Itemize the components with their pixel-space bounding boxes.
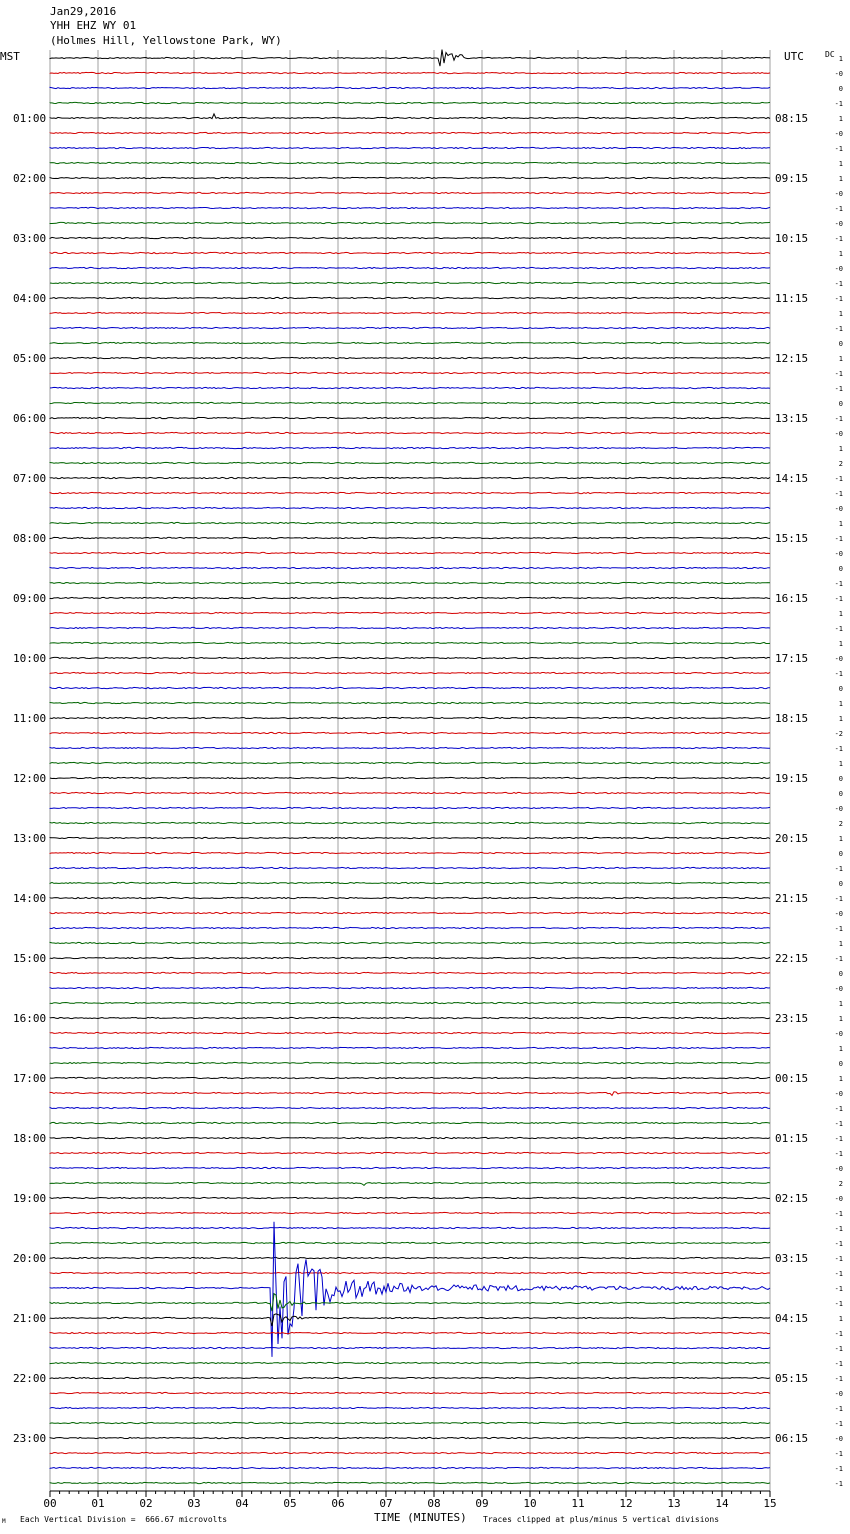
dc-offset-label: -1: [834, 1300, 843, 1308]
dc-offset-label: -1: [834, 1120, 843, 1128]
dc-offset-label: -1: [834, 1480, 843, 1488]
dc-offset-label: 0: [838, 340, 843, 348]
dc-offset-label: -1: [834, 100, 843, 108]
right-time-label: 21:15: [775, 892, 809, 905]
dc-offset-label: 0: [838, 970, 843, 978]
trace-row: [50, 957, 770, 958]
dc-offset-label: -0: [834, 550, 843, 558]
trace-row: [50, 417, 770, 418]
dc-offset-label: -1: [834, 325, 843, 333]
dc-offset-label: 1: [838, 1315, 843, 1323]
dc-offset-label: -1: [834, 475, 843, 483]
dc-offset-label: 1: [838, 940, 843, 948]
dc-offset-label: -1: [834, 1270, 843, 1278]
x-tick-label: 11: [571, 1497, 585, 1510]
trace-row: [50, 807, 770, 808]
dc-offset-label: -1: [834, 1405, 843, 1413]
dc-offset-label: 1: [838, 715, 843, 723]
dc-offset-label: -0: [834, 1030, 843, 1038]
dc-offset-label: -1: [834, 535, 843, 543]
trace-row: [50, 687, 770, 688]
trace-layer: [50, 50, 770, 1484]
right-time-label: 10:15: [775, 232, 809, 245]
dc-offset-label: 1: [838, 700, 843, 708]
dc-offset-label: -0: [834, 1195, 843, 1203]
trace-row: [50, 1392, 770, 1393]
trace-row: [50, 192, 770, 193]
dc-offset-label: 1: [838, 1045, 843, 1053]
trace-row: [50, 207, 770, 208]
trace-row: [50, 867, 770, 868]
trace-row: [50, 357, 770, 358]
dc-offset-label: 0: [838, 880, 843, 888]
dc-offset-label: -1: [834, 1225, 843, 1233]
dc-offset-label: 0: [838, 775, 843, 783]
trace-row: [50, 177, 770, 178]
trace-row: [50, 50, 770, 67]
dc-offset-label: 1: [838, 835, 843, 843]
dc-offset-label: -0: [834, 505, 843, 513]
clip-note: Traces clipped at plus/minus 5 vertical divisions: [483, 1515, 720, 1524]
left-time-label: 04:00: [13, 292, 47, 305]
dc-offset-label: -0: [834, 1090, 843, 1098]
trace-row: [50, 1482, 770, 1483]
dc-offset-label: -1: [834, 925, 843, 933]
x-tick-label: 01: [91, 1497, 105, 1510]
x-tick-label: 00: [43, 1497, 57, 1510]
trace-row: [50, 327, 770, 328]
dc-offset-label: -1: [834, 1360, 843, 1368]
right-time-label: 15:15: [775, 532, 809, 545]
dc-offset-label: 1: [838, 55, 843, 63]
x-tick-label: 14: [715, 1497, 729, 1510]
right-time-label: 12:15: [775, 352, 809, 365]
right-time-label: 09:15: [775, 172, 809, 185]
trace-row: [50, 777, 770, 778]
left-time-label: 18:00: [13, 1132, 47, 1145]
trace-row: [50, 1314, 770, 1326]
trace-row: [50, 1137, 770, 1138]
dc-offset-label: -1: [834, 1345, 843, 1353]
dc-offset-label: -1: [834, 955, 843, 963]
x-tick-label: 15: [763, 1497, 777, 1510]
dc-offset-label: 0: [838, 850, 843, 858]
trace-row: [50, 222, 770, 223]
x-axis-title: TIME (MINUTES): [374, 1511, 467, 1524]
left-time-label: 23:00: [13, 1432, 47, 1445]
right-time-label: 13:15: [775, 412, 809, 425]
corner-mark: M: [2, 1518, 6, 1525]
dc-offset-label: -1: [834, 280, 843, 288]
trace-row: [50, 567, 770, 568]
right-time-label: 08:15: [775, 112, 809, 125]
dc-offset-label: -1: [834, 415, 843, 423]
trace-row: [50, 582, 770, 583]
trace-row: [50, 1452, 770, 1453]
dc-offset-label: 0: [838, 400, 843, 408]
label-layer: [13, 55, 843, 1510]
dc-offset-label: 0: [838, 85, 843, 93]
trace-row: [50, 762, 770, 763]
left-time-label: 01:00: [13, 112, 47, 125]
trace-row: [50, 837, 770, 838]
dc-offset-label: 0: [838, 685, 843, 693]
dc-offset-label: -0: [834, 430, 843, 438]
trace-row: [50, 1107, 770, 1108]
dc-offset-label: -1: [834, 1285, 843, 1293]
trace-row: [50, 852, 770, 853]
right-time-label: 18:15: [775, 712, 809, 725]
trace-row: [50, 627, 770, 628]
x-tick-label: 10: [523, 1497, 537, 1510]
trace-row: [50, 1002, 770, 1003]
dc-offset-label: -1: [834, 370, 843, 378]
dc-offset-label: 1: [838, 250, 843, 258]
dc-offset-label: 1: [838, 1015, 843, 1023]
trace-row: [50, 1294, 770, 1311]
trace-row: [50, 612, 770, 613]
dc-offset-label: 2: [838, 820, 843, 828]
left-time-label: 05:00: [13, 352, 47, 365]
dc-offset-label: -2: [834, 730, 843, 738]
dc-offset-label: -1: [834, 385, 843, 393]
trace-row: [50, 1422, 770, 1423]
trace-row: [50, 747, 770, 748]
dc-offset-label: -0: [834, 655, 843, 663]
right-time-label: 19:15: [775, 772, 809, 785]
trace-row: [50, 1242, 770, 1243]
trace-row: [50, 147, 770, 148]
trace-row: [50, 477, 770, 478]
dc-offset-label: -1: [834, 745, 843, 753]
left-time-label: 03:00: [13, 232, 47, 245]
header-date: Jan29,2016: [50, 5, 117, 18]
left-time-label: 13:00: [13, 832, 47, 845]
dc-offset-label: 1: [838, 355, 843, 363]
dc-offset-label: -1: [834, 145, 843, 153]
right-time-label: 06:15: [775, 1432, 809, 1445]
right-time-label: 14:15: [775, 472, 809, 485]
left-time-label: 07:00: [13, 472, 47, 485]
trace-row: [50, 267, 770, 268]
trace-row: [50, 1152, 770, 1153]
dc-offset-label: -1: [834, 1465, 843, 1473]
trace-row: [50, 972, 770, 973]
dc-offset-label: 2: [838, 460, 843, 468]
trace-row: [50, 552, 770, 553]
x-tick-label: 07: [379, 1497, 393, 1510]
trace-row: [50, 882, 770, 883]
left-time-label: 22:00: [13, 1372, 47, 1385]
trace-row: [50, 114, 770, 119]
dc-offset-label: -0: [834, 1435, 843, 1443]
x-tick-label: 09: [475, 1497, 489, 1510]
trace-row: [50, 102, 770, 103]
x-tick-label: 12: [619, 1497, 633, 1510]
dc-offset-label: 2: [838, 1180, 843, 1188]
trace-row: [50, 1077, 770, 1078]
trace-row: [50, 462, 770, 463]
trace-row: [50, 987, 770, 988]
trace-row: [50, 87, 770, 88]
dc-offset-label: 1: [838, 1075, 843, 1083]
dc-offset-label: 1: [838, 160, 843, 168]
dc-offset-label: -1: [834, 895, 843, 903]
trace-row: [50, 1062, 770, 1063]
right-time-label: 00:15: [775, 1072, 809, 1085]
scale-note: Each Vertical Division = 666.67 microvolts: [20, 1515, 228, 1524]
trace-row: [50, 1347, 770, 1348]
left-time-label: 11:00: [13, 712, 47, 725]
left-timezone-label: MST: [0, 50, 20, 63]
trace-row: [50, 672, 770, 673]
right-time-label: 16:15: [775, 592, 809, 605]
dc-offset-label: 1: [838, 520, 843, 528]
dc-offset-label: 1: [838, 175, 843, 183]
trace-row: [50, 72, 770, 73]
trace-row: [50, 642, 770, 643]
dc-offset-label: 1: [838, 640, 843, 648]
trace-row: [50, 387, 770, 388]
trace-row: [50, 1182, 770, 1185]
dc-offset-label: 0: [838, 790, 843, 798]
dc-offset-label: 1: [838, 1000, 843, 1008]
dc-offset-label: -0: [834, 805, 843, 813]
trace-row: [50, 402, 770, 403]
trace-row: [50, 1032, 770, 1033]
trace-row: [50, 162, 770, 163]
x-tick-label: 04: [235, 1497, 249, 1510]
trace-row: [50, 522, 770, 523]
dc-offset-label: -1: [834, 1420, 843, 1428]
dc-offset-label: -0: [834, 190, 843, 198]
trace-row: [50, 897, 770, 898]
trace-row: [50, 342, 770, 343]
dc-offset-label: -0: [834, 1165, 843, 1173]
trace-row: [50, 1407, 770, 1408]
right-time-label: 01:15: [775, 1132, 809, 1145]
dc-offset-label: -1: [834, 595, 843, 603]
left-time-label: 21:00: [13, 1312, 47, 1325]
trace-row: [50, 1017, 770, 1018]
trace-row: [50, 492, 770, 493]
trace-row: [50, 447, 770, 448]
left-time-label: 02:00: [13, 172, 47, 185]
trace-row: [50, 1167, 770, 1168]
dc-offset-label: -1: [834, 580, 843, 588]
dc-offset-label: -0: [834, 265, 843, 273]
right-time-label: 11:15: [775, 292, 809, 305]
trace-row: [50, 1227, 770, 1228]
dc-offset-label: -0: [834, 910, 843, 918]
trace-row: [50, 312, 770, 313]
x-tick-label: 05: [283, 1497, 297, 1510]
trace-row: [50, 792, 770, 793]
right-time-label: 22:15: [775, 952, 809, 965]
left-time-label: 15:00: [13, 952, 47, 965]
dc-offset-label: -1: [834, 1210, 843, 1218]
trace-row: [50, 297, 770, 298]
right-time-label: 05:15: [775, 1372, 809, 1385]
x-tick-label: 13: [667, 1497, 681, 1510]
dc-offset-label: -0: [834, 130, 843, 138]
dc-offset-label: 0: [838, 565, 843, 573]
left-time-label: 08:00: [13, 532, 47, 545]
dc-offset-label: -1: [834, 295, 843, 303]
trace-row: [50, 237, 770, 238]
trace-row: [50, 1092, 770, 1096]
x-tick-label: 06: [331, 1497, 345, 1510]
dc-offset-label: -1: [834, 1450, 843, 1458]
x-tick-label: 08: [427, 1497, 441, 1510]
trace-row: [50, 702, 770, 703]
left-time-label: 06:00: [13, 412, 47, 425]
dc-offset-label: 1: [838, 760, 843, 768]
trace-row: [50, 912, 770, 913]
left-time-label: 16:00: [13, 1012, 47, 1025]
dc-offset-label: -1: [834, 1105, 843, 1113]
dc-offset-label: -1: [834, 865, 843, 873]
trace-row: [50, 732, 770, 733]
trace-row: [50, 597, 770, 598]
dc-offset-label: -0: [834, 220, 843, 228]
dc-offset-label: -1: [834, 1135, 843, 1143]
dc-offset-label: 0: [838, 1060, 843, 1068]
dc-offset-header: DC: [825, 50, 835, 59]
trace-row: [50, 1047, 770, 1048]
right-time-label: 03:15: [775, 1252, 809, 1265]
trace-row: [50, 1272, 770, 1273]
trace-row: [50, 927, 770, 928]
dc-offset-label: 1: [838, 610, 843, 618]
right-time-label: 02:15: [775, 1192, 809, 1205]
header-location: (Holmes Hill, Yellowstone Park, WY): [50, 34, 282, 47]
left-time-label: 20:00: [13, 1252, 47, 1265]
dc-offset-label: 1: [838, 445, 843, 453]
dc-offset-label: -0: [834, 70, 843, 78]
dc-offset-label: -1: [834, 625, 843, 633]
trace-row: [50, 537, 770, 538]
header-station: YHH EHZ WY 01: [50, 19, 137, 32]
trace-row: [50, 432, 770, 433]
dc-offset-label: -1: [834, 1150, 843, 1158]
dc-offset-label: -1: [834, 205, 843, 213]
right-time-label: 20:15: [775, 832, 809, 845]
right-time-label: 23:15: [775, 1012, 809, 1025]
left-time-label: 12:00: [13, 772, 47, 785]
left-time-label: 10:00: [13, 652, 47, 665]
dc-offset-label: -1: [834, 670, 843, 678]
left-time-label: 17:00: [13, 1072, 47, 1085]
trace-row: [50, 1197, 770, 1198]
trace-row: [50, 1122, 770, 1123]
dc-offset-label: -0: [834, 1390, 843, 1398]
left-time-label: 09:00: [13, 592, 47, 605]
trace-row: [50, 1332, 770, 1333]
trace-row: [50, 132, 770, 133]
trace-row: [50, 252, 770, 253]
x-tick-label: 02: [139, 1497, 153, 1510]
trace-row: [50, 1377, 770, 1378]
trace-row: [50, 1437, 770, 1438]
left-time-label: 14:00: [13, 892, 47, 905]
dc-offset-label: 1: [838, 115, 843, 123]
trace-row: [50, 1257, 770, 1258]
trace-row: [50, 1467, 770, 1468]
dc-offset-label: -1: [834, 235, 843, 243]
trace-row: [50, 1212, 770, 1213]
right-time-label: 17:15: [775, 652, 809, 665]
trace-row: [50, 657, 770, 658]
dc-offset-label: -0: [834, 985, 843, 993]
trace-row: [50, 822, 770, 823]
dc-offset-label: 1: [838, 310, 843, 318]
dc-offset-label: -1: [834, 1330, 843, 1338]
trace-row: [50, 282, 770, 283]
x-tick-label: 03: [187, 1497, 201, 1510]
dc-offset-label: -1: [834, 1375, 843, 1383]
trace-row: [50, 942, 770, 943]
right-time-label: 04:15: [775, 1312, 809, 1325]
trace-row: [50, 717, 770, 718]
trace-row: [50, 507, 770, 508]
dc-offset-label: -1: [834, 1240, 843, 1248]
dc-offset-label: -1: [834, 1255, 843, 1263]
left-time-label: 19:00: [13, 1192, 47, 1205]
trace-row: [50, 1362, 770, 1363]
trace-row: [50, 372, 770, 373]
right-timezone-label: UTC: [784, 50, 804, 63]
trace-row: [50, 1222, 770, 1357]
dc-offset-label: -1: [834, 490, 843, 498]
